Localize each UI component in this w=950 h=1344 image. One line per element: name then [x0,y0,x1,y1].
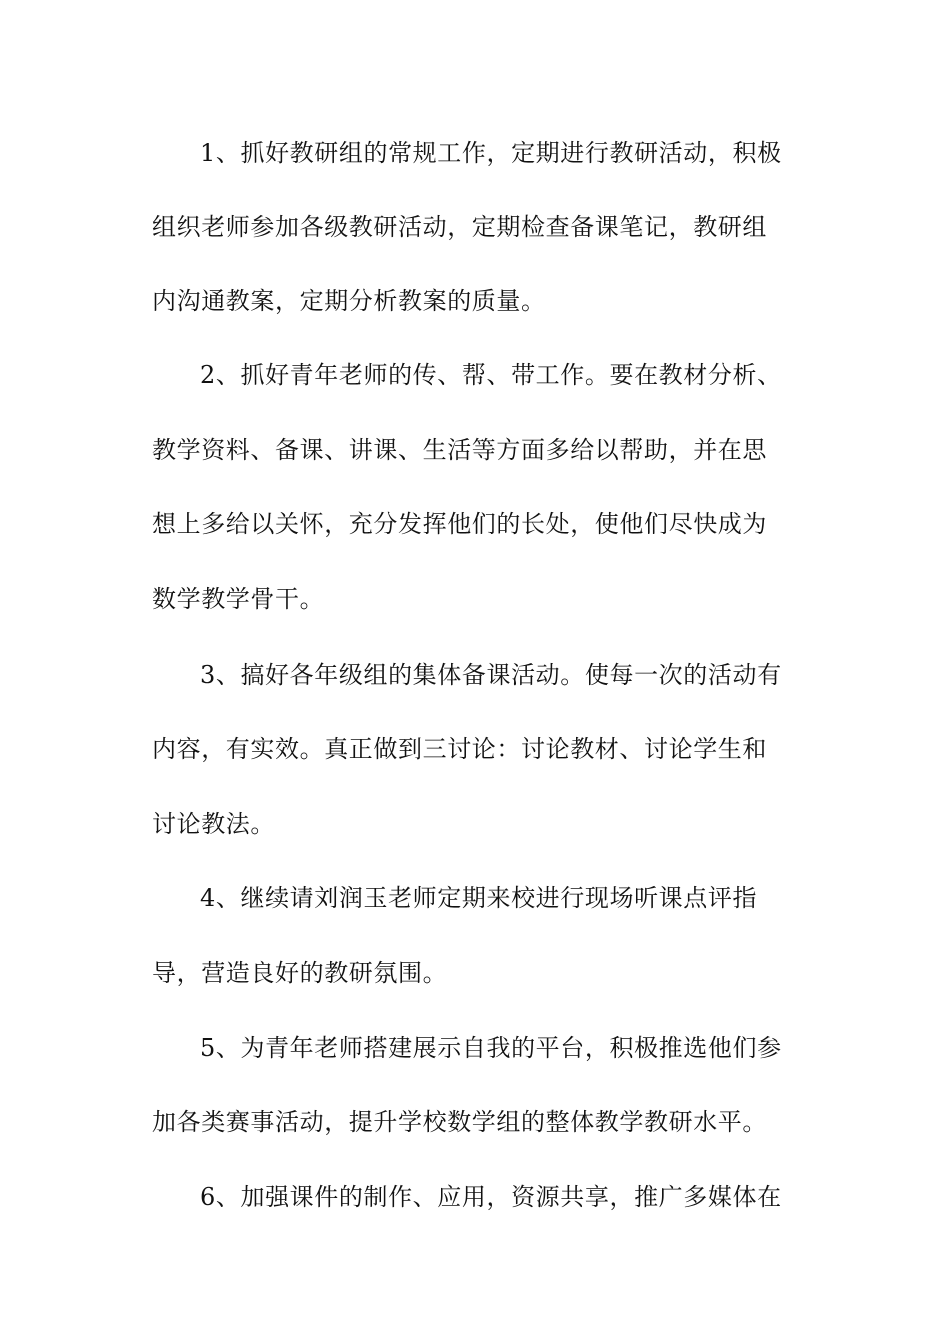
paragraph-3-line-1: 3、搞好各年级组的集体备课活动。使每一次的活动有 [200,661,782,689]
paragraph-3-line-3: 讨论教法。 [152,810,275,838]
paragraph-2-line-2: 教学资料、备课、讲课、生活等方面多给以帮助，并在思 [152,436,767,464]
paragraph-2-line-1: 2、抓好青年老师的传、帮、带工作。要在教材分析、 [200,361,782,389]
paragraph-1-line-2: 组织老师参加各级教研活动，定期检查备课笔记，教研组 [152,213,767,241]
paragraph-1-line-3: 内沟通教案，定期分析教案的质量。 [152,287,546,315]
paragraph-2-line-4: 数学教学骨干。 [152,585,325,613]
paragraph-5-line-1: 5、为青年老师搭建展示自我的平台，积极推选他们参 [200,1034,782,1062]
paragraph-5-line-2: 加各类赛事活动，提升学校数学组的整体教学教研水平。 [152,1108,767,1136]
paragraph-1-line-1: 1、抓好教研组的常规工作，定期进行教研活动，积极 [200,139,782,167]
paragraph-3-line-2: 内容，有实效。真正做到三讨论：讨论教材、讨论学生和 [152,735,767,763]
paragraph-4-line-1: 4、继续请刘润玉老师定期来校进行现场听课点评指 [200,884,758,912]
paragraph-4-line-2: 导，营造良好的教研氛围。 [152,959,448,987]
paragraph-2-line-3: 想上多给以关怀，充分发挥他们的长处，使他们尽快成为 [152,510,767,538]
paragraph-6-line-1: 6、加强课件的制作、应用，资源共享，推广多媒体在 [200,1183,782,1211]
